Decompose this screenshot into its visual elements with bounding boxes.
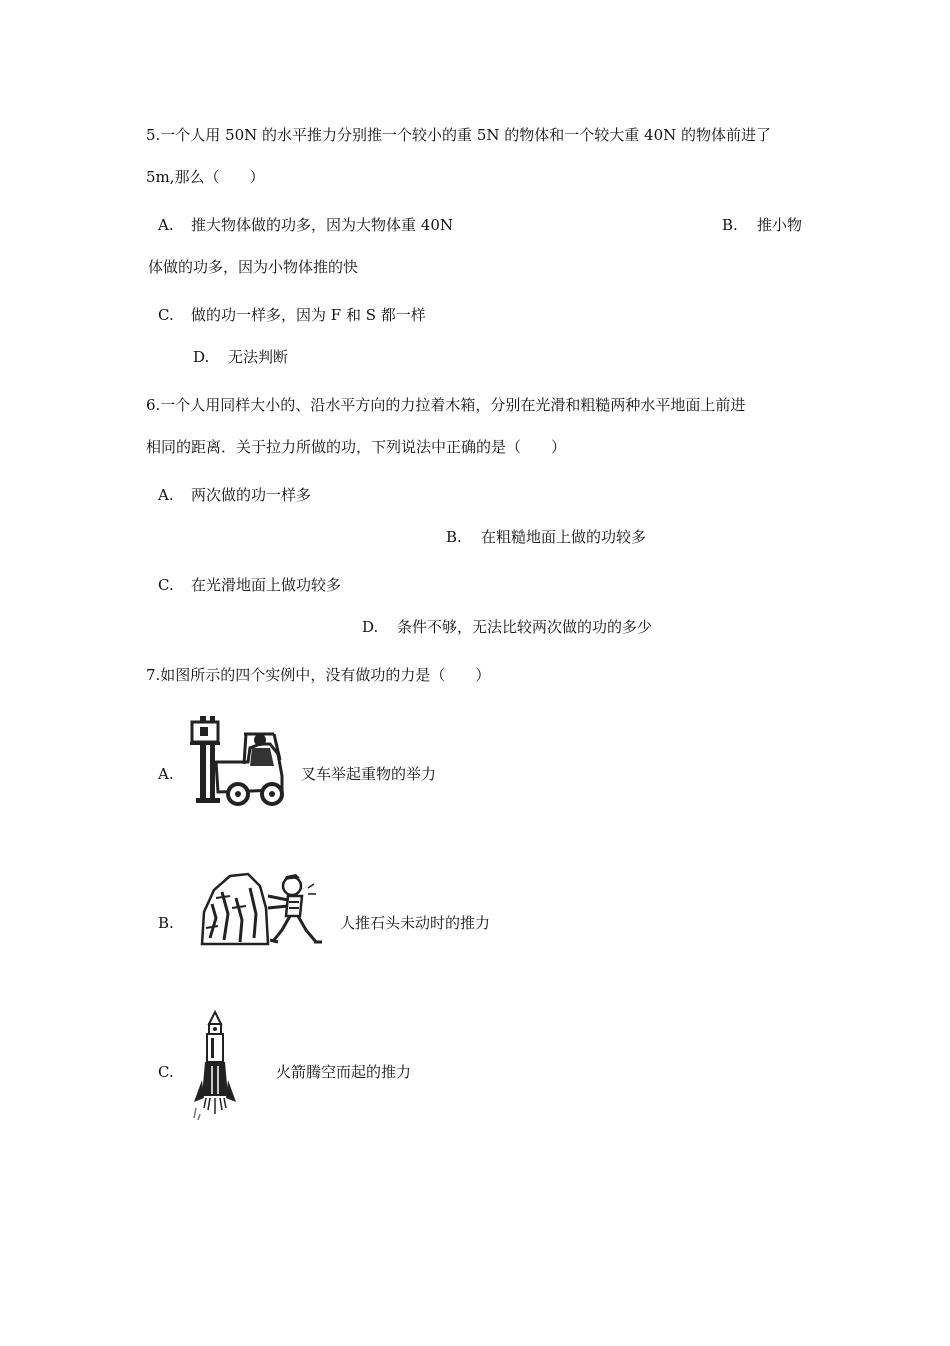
q7-option-a-text: 叉车举起重物的举力 xyxy=(301,765,437,783)
q5-option-d-label: D. xyxy=(193,348,210,366)
q5-option-c-label: C. xyxy=(158,306,174,324)
rocket-illustration xyxy=(190,1010,240,1122)
q5-stem-line1: 5.一个人用 50N 的水平推力分别推一个较小的重 5N 的物体和一个较大重 40N 的物体前进了 xyxy=(146,126,772,144)
q7-option-b-text: 人推石头未动时的推力 xyxy=(340,914,491,932)
q5-option-b-label: B. xyxy=(722,216,738,234)
q6-option-b-label: B. xyxy=(446,528,462,546)
q5-option-d-text: 无法判断 xyxy=(228,348,289,366)
q7-stem: 7.如图所示的四个实例中，没有做功的力是（ ） xyxy=(146,666,491,684)
q6-stem-line1: 6.一个人用同样大小的、沿水平方向的力拉着木箱，分别在光滑和粗糙两种水平地面上前进 xyxy=(146,396,746,414)
q6-option-d-label: D. xyxy=(362,618,379,636)
q5-option-c-text: 做的功一样多，因为 F 和 S 都一样 xyxy=(191,306,426,324)
q6-option-c-text: 在光滑地面上做功较多 xyxy=(191,576,342,594)
q6-option-a-label: A. xyxy=(158,486,174,504)
q5-option-a-text: 推大物体做的功多，因为大物体重 40N xyxy=(191,216,453,234)
forklift-illustration xyxy=(188,714,288,806)
q5-option-a-label: A. xyxy=(158,216,174,234)
q5-option-b-text-line1: 推小物 xyxy=(757,216,803,234)
q6-option-a-text: 两次做的功一样多 xyxy=(191,486,312,504)
q6-option-c-label: C. xyxy=(158,576,174,594)
q7-option-c-label: C. xyxy=(158,1063,174,1081)
q6-option-d-text: 条件不够，无法比较两次做的功的多少 xyxy=(397,618,653,636)
q5-stem-line2: 5m,那么（ ） xyxy=(146,168,265,186)
q7-option-a-label: A. xyxy=(158,765,174,783)
person-pushing-rock-illustration xyxy=(196,868,326,948)
q6-option-b-text: 在粗糙地面上做的功较多 xyxy=(481,528,647,546)
q7-option-c-text: 火箭腾空而起的推力 xyxy=(276,1063,412,1081)
q6-stem-line2: 相同的距离．关于拉力所做的功，下列说法中正确的是（ ） xyxy=(146,438,567,456)
q7-option-b-label: B. xyxy=(158,914,174,932)
q5-option-b-text-line2: 体做的功多，因为小物体推的快 xyxy=(148,258,359,276)
